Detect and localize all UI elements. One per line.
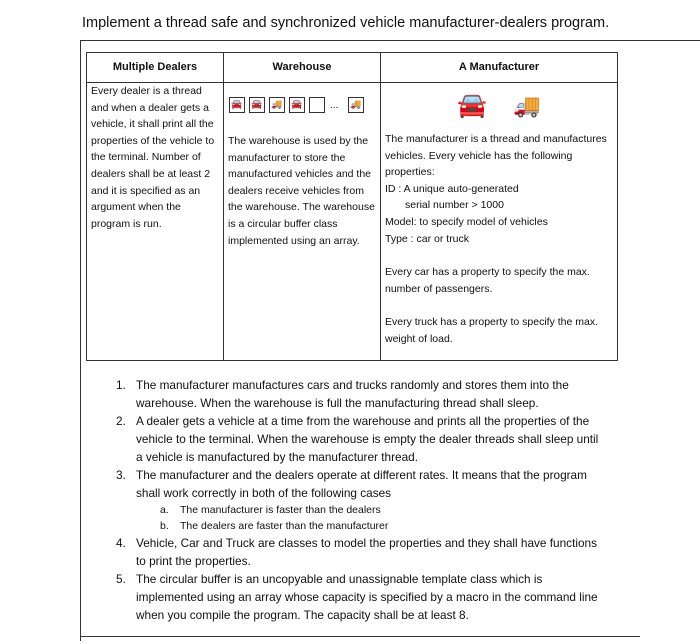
car-icon: 🚘	[249, 97, 265, 113]
buffer-slot-empty	[309, 97, 325, 113]
manufacturer-cell	[381, 83, 618, 361]
sub-list-item: a. The manufacturer is faster than the dealers	[160, 504, 381, 516]
frame-bottom-rule	[80, 636, 640, 637]
sub-list	[136, 502, 608, 534]
list-item: 1. The manufacturer manufactures cars and trucks randomly and stores them into the warehouse. When the warehouse is full the manufacturing thread shall sleep.	[116, 378, 569, 410]
list-item: 2. A dealer gets a vehicle at a time from the warehouse and prints all the properties of the vehicle to the terminal. When the warehouse is empty the dealer threads shall sleep until a vehicle is manufactured by the manufacturer thread.	[116, 414, 599, 464]
warehouse-cell	[224, 83, 381, 361]
manufacturer-intro: The manufacturer is a thread and manufactures vehicles. Every vehicle has the following properties:	[385, 133, 607, 179]
property-model: Model: to specify model of vehicles	[385, 215, 548, 228]
warehouse-description: The warehouse is used by the manufacturer to store the manufactured vehicles and the dealers receive vehicles from the warehouse. The warehouse is a circular buffer class implemented using an array.	[228, 135, 375, 247]
truck-property-note: Every truck has a property to specify the max. weight of load.	[385, 316, 599, 345]
truck-icon: 🚚	[348, 97, 364, 113]
car-icon: 🚘	[289, 97, 305, 113]
property-id-detail: serial number > 1000	[405, 199, 504, 212]
sub-list-item: b. The dealers are faster than the manufacturer	[160, 520, 389, 532]
table-header-row	[87, 53, 618, 83]
list-item: 5. The circular buffer is an uncopyable and unassignable template class which is implemented using an array whose capacity is specified by a macro in the command line when you compile the program. The capacity shall be at least 8.	[116, 572, 598, 622]
truck-icon: 🚚	[269, 97, 285, 113]
requirements-list	[108, 376, 608, 624]
header-warehouse: Warehouse	[224, 53, 381, 83]
buffer-ellipsis: ...	[330, 100, 339, 111]
assignment-title: Implement a thread safe and synchronized vehicle manufacturer-dealers program.	[82, 15, 610, 31]
header-dealers: Multiple Dealers	[87, 53, 224, 83]
dealers-cell	[87, 83, 224, 361]
design-table	[86, 52, 618, 361]
car-property-note: Every car has a property to specify the max. number of passengers.	[385, 266, 590, 295]
property-type: Type : car or truck	[385, 232, 470, 245]
warehouse-buffer-diagram	[228, 83, 376, 133]
car-icon: 🚘	[229, 97, 245, 113]
header-manufacturer: A Manufacturer	[381, 53, 618, 83]
list-item: 4. Vehicle, Car and Truck are classes to model the properties and they shall have functions to print the properties.	[116, 536, 597, 568]
truck-icon: 🚚	[513, 93, 541, 118]
manufacturer-icons	[385, 83, 613, 131]
property-id: ID : A unique auto-generated	[385, 182, 519, 195]
table-body-row	[87, 83, 618, 361]
car-icon: 🚘	[457, 92, 487, 119]
list-item: 3. The manufacturer and the dealers operate at different rates. It means that the program shall work correctly in both of the following cases a. The manufacturer is faster than the dealers b. The dealers are faster than the manufacturer	[108, 466, 608, 534]
dealers-description: Every dealer is a thread and when a dealer gets a vehicle, it shall print all the properties of the vehicle to the terminal. Number of dealers shall be at least 2 and it is specified as an argument when the program is run.	[91, 85, 215, 230]
